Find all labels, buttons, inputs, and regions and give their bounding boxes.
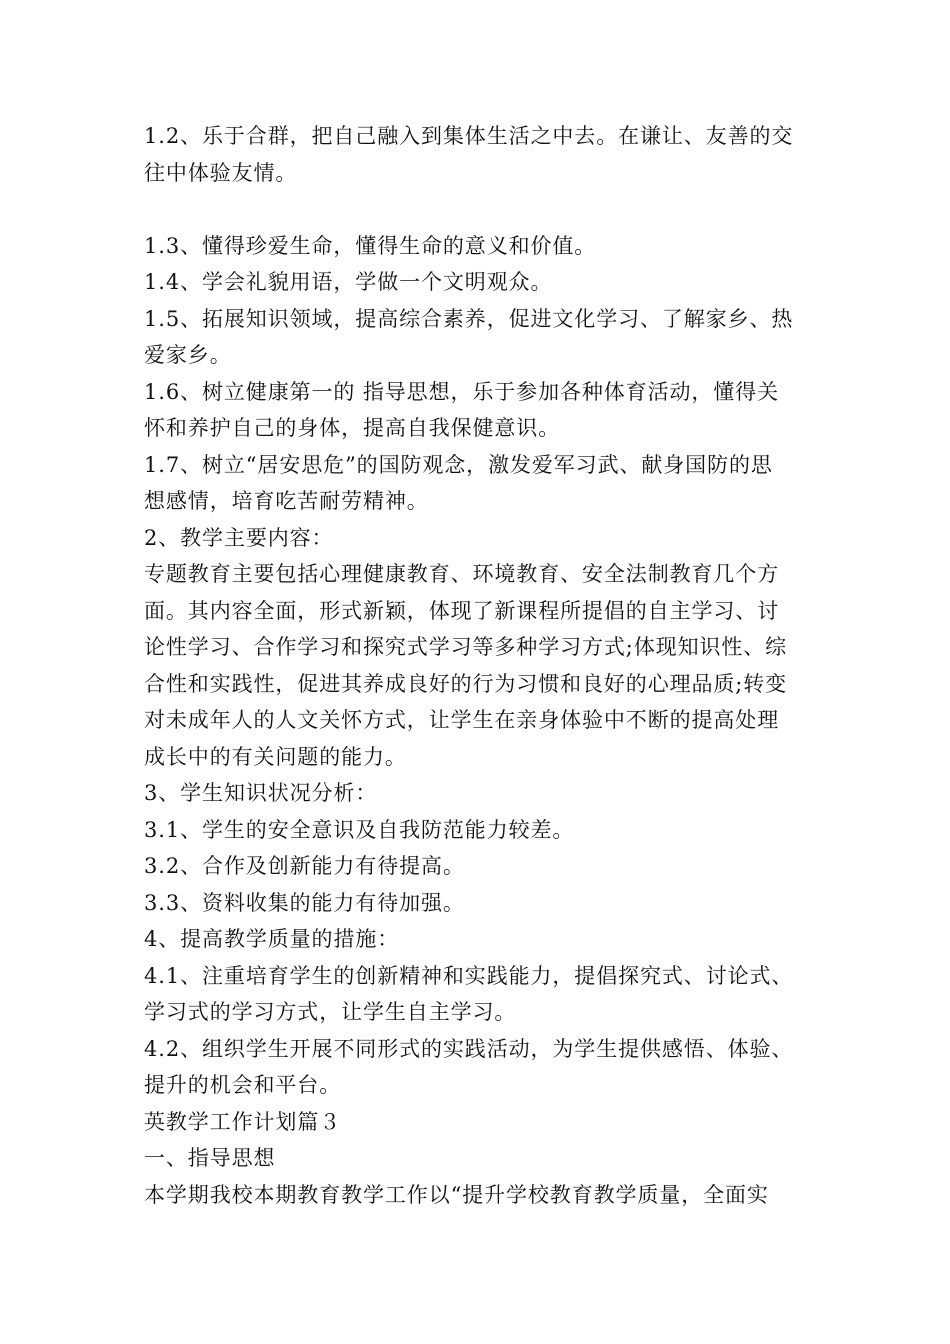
text-line: 1.7、树立“居安思危”的国防观念，激发爱军习武、献身国防的思 bbox=[144, 452, 773, 477]
section-heading: 一、指导思想 bbox=[144, 1146, 276, 1170]
text-line: 3.2、合作及创新能力有待提高。 bbox=[144, 854, 465, 878]
text-line: 专题教育主要包括心理健康教育、环境教育、安全法制教育几个方 bbox=[144, 562, 780, 586]
text-line: 4.1、注重培育学生的创新精神和实践能力，提倡探究式、讨论式、 bbox=[144, 963, 794, 988]
text-line: 1.4、学会礼貌用语，学做一个文明观众。 bbox=[144, 270, 553, 294]
text-line: 本学期我校本期教育教学工作以“提升学校教育教学质量，全面实 bbox=[144, 1182, 769, 1207]
text-line: 怀和养护自己的身体，提高自我保健意识。 bbox=[144, 416, 561, 440]
text-line: 爱家乡。 bbox=[144, 343, 232, 367]
text-line: 1.6、树立健康第一的 指导思想，乐于参加各种体育活动，懂得关 bbox=[144, 379, 779, 404]
text-line: 学习式的学习方式，让学生自主学习。 bbox=[144, 1000, 517, 1024]
blank-line bbox=[144, 191, 808, 228]
text-line: 3.3、资料收集的能力有待加强。 bbox=[144, 890, 465, 915]
text-line: 3.1、学生的安全意识及自我防范能力较差。 bbox=[144, 817, 575, 842]
text-line: 往中体验友情。 bbox=[144, 160, 298, 185]
text-line: 1.3、懂得珍爱生命，懂得生命的意义和价值。 bbox=[144, 233, 597, 258]
text-line: 成长中的有关问题的能力。 bbox=[144, 744, 407, 769]
section-heading: 3、学生知识状况分析： bbox=[144, 781, 378, 805]
text-line: 论性学习、合作学习和探究式学习等多种学习方式;体现知识性、综 bbox=[144, 635, 788, 659]
text-line: 想感情，培育吃苦耐劳精神。 bbox=[144, 489, 429, 513]
text-line: 4.2、组织学生开展不同形式的实践活动，为学生提供感悟、体验、 bbox=[144, 1036, 794, 1061]
document-body bbox=[144, 118, 808, 1213]
article-title: 英教学工作计划篇３ bbox=[144, 1109, 342, 1134]
text-line: 面。其内容全面，形式新颖，体现了新课程所提倡的自主学习、讨 bbox=[144, 598, 780, 623]
text-line: 合性和实践性，促进其养成良好的行为习惯和良好的心理品质;转变 bbox=[144, 671, 788, 696]
text-line: 对未成年人的人文关怀方式，让学生在亲身体验中不断的提高处理 bbox=[144, 708, 780, 732]
section-heading: 4、提高教学质量的措施： bbox=[144, 927, 400, 951]
text-line: 1.2、乐于合群，把自己融入到集体生活之中去。在谦让、友善的交 bbox=[144, 124, 794, 148]
text-line: 1.5、拓展知识领域，提高综合素养，促进文化学习、了解家乡、热 bbox=[144, 306, 794, 331]
text-line: 提升的机会和平台。 bbox=[144, 1073, 342, 1097]
section-heading: 2、教学主要内容： bbox=[144, 525, 334, 550]
